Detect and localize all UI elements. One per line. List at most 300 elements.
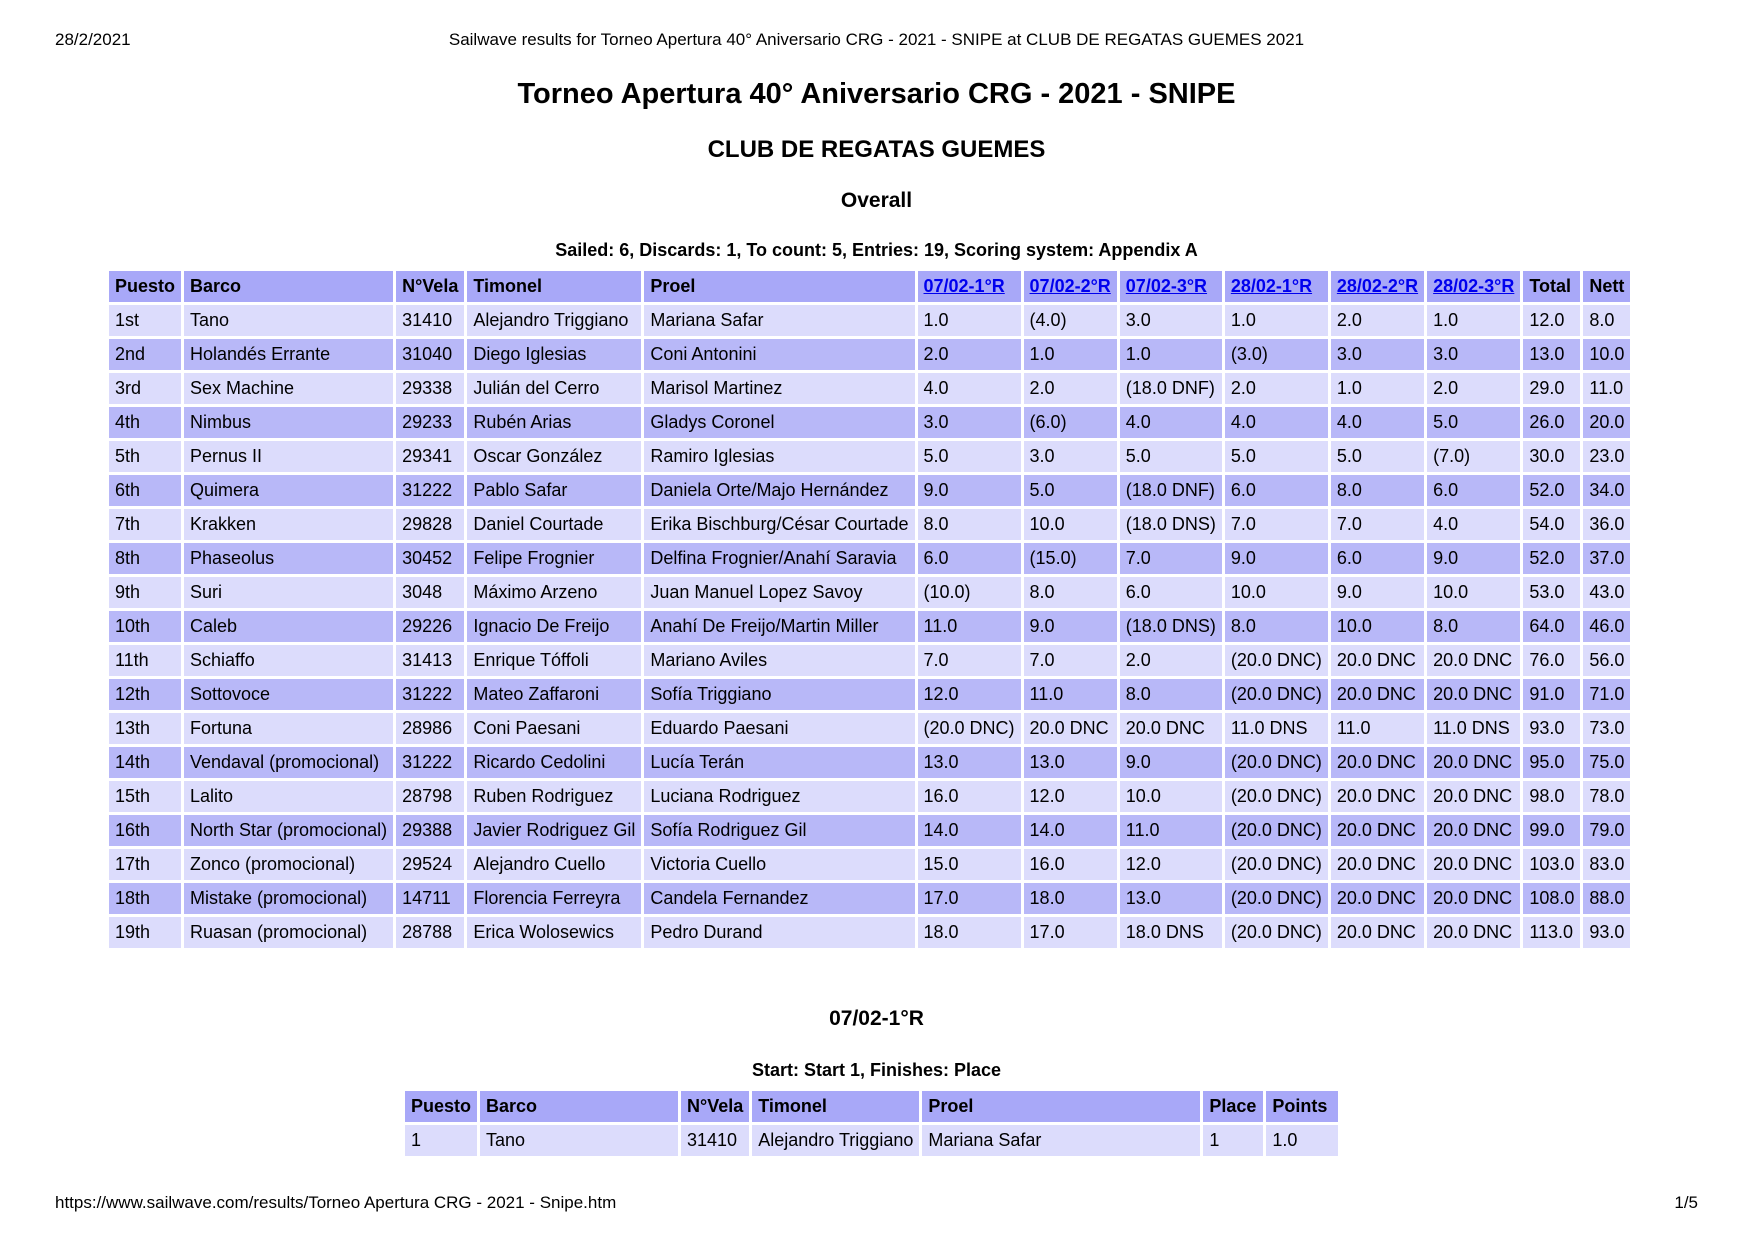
cell-timonel: Ricardo Cedolini [467, 747, 641, 778]
cell-barco: Nimbus [184, 407, 393, 438]
cell-07-02-1-r: 11.0 [918, 611, 1021, 642]
cell-timonel: Felipe Frognier [467, 543, 641, 574]
race-link-28-02-1-r[interactable]: 28/02-1°R [1230, 276, 1313, 296]
cell-proel: Coni Antonini [644, 339, 914, 370]
table-row [109, 441, 1630, 472]
cell-07-02-1-r: 14.0 [918, 815, 1021, 846]
table-row [109, 849, 1630, 880]
cell-nett: 75.0 [1583, 747, 1630, 778]
race-link-07-02-3-r[interactable]: 07/02-3°R [1125, 276, 1208, 296]
cell-barco: Phaseolus [184, 543, 393, 574]
column-header-nett: Nett [1583, 271, 1630, 302]
cell-28-02-2-r: 8.0 [1331, 475, 1424, 506]
cell-total: 53.0 [1523, 577, 1580, 608]
cell-nett: 46.0 [1583, 611, 1630, 642]
print-header [55, 30, 1698, 52]
cell-28-02-3-r: 20.0 DNC [1427, 883, 1520, 914]
cell-07-02-3-r: (18.0 DNS) [1120, 509, 1222, 540]
cell-total: 76.0 [1523, 645, 1580, 676]
cell-28-02-1-r: 6.0 [1225, 475, 1328, 506]
cell-puesto: 5th [109, 441, 181, 472]
cell-timonel: Oscar González [467, 441, 641, 472]
column-header-place: Place [1203, 1091, 1263, 1122]
cell-total: 108.0 [1523, 883, 1580, 914]
cell-timonel: Javier Rodriguez Gil [467, 815, 641, 846]
cell-puesto: 14th [109, 747, 181, 778]
cell-puesto: 11th [109, 645, 181, 676]
cell-07-02-3-r: 11.0 [1120, 815, 1222, 846]
cell-07-02-2-r: 2.0 [1024, 373, 1117, 404]
table-row [109, 509, 1630, 540]
table-row [109, 883, 1630, 914]
cell-proel: Victoria Cuello [644, 849, 914, 880]
cell-07-02-3-r: 7.0 [1120, 543, 1222, 574]
column-header-timonel: Timonel [752, 1091, 919, 1122]
cell-proel: Anahí De Freijo/Martin Miller [644, 611, 914, 642]
cell-nett: 10.0 [1583, 339, 1630, 370]
column-header-puesto: Puesto [405, 1091, 477, 1122]
cell-07-02-2-r: 11.0 [1024, 679, 1117, 710]
table-row [109, 305, 1630, 336]
column-header-barco: Barco [184, 271, 393, 302]
cell-28-02-1-r: (3.0) [1225, 339, 1328, 370]
cell-28-02-2-r: 20.0 DNC [1331, 815, 1424, 846]
print-url: https://www.sailwave.com/results/Torneo Apertura CRG - 2021 - Snipe.htm [55, 1193, 617, 1212]
cell-07-02-3-r: 8.0 [1120, 679, 1222, 710]
cell-28-02-1-r: (20.0 DNC) [1225, 747, 1328, 778]
cell-puesto: 6th [109, 475, 181, 506]
cell-07-02-2-r: 8.0 [1024, 577, 1117, 608]
table-row [109, 679, 1630, 710]
column-header-barco: Barco [480, 1091, 678, 1122]
cell-timonel: Erica Wolosewics [467, 917, 641, 948]
cell-28-02-1-r: 5.0 [1225, 441, 1328, 472]
cell-07-02-3-r: 10.0 [1120, 781, 1222, 812]
race1-heading: 07/02-1°R [829, 1007, 924, 1030]
cell-proel: Delfina Frognier/Anahí Saravia [644, 543, 914, 574]
cell-n-vela: 29388 [396, 815, 464, 846]
cell-puesto: 12th [109, 679, 181, 710]
cell-28-02-1-r: 9.0 [1225, 543, 1328, 574]
cell-07-02-3-r: 4.0 [1120, 407, 1222, 438]
column-header-total: Total [1523, 271, 1580, 302]
column-header-proel: Proel [922, 1091, 1200, 1122]
cell-nett: 20.0 [1583, 407, 1630, 438]
column-header-n-vela: N°Vela [396, 271, 464, 302]
cell-n-vela: 29226 [396, 611, 464, 642]
cell-proel: Marisol Martinez [644, 373, 914, 404]
cell-28-02-2-r: 10.0 [1331, 611, 1424, 642]
cell-proel: Candela Fernandez [644, 883, 914, 914]
event-title: Torneo Apertura 40° Aniversario CRG - 2021 - SNIPE [517, 78, 1236, 110]
cell-barco: Suri [184, 577, 393, 608]
cell-07-02-2-r: (15.0) [1024, 543, 1117, 574]
cell-07-02-3-r: 20.0 DNC [1120, 713, 1222, 744]
column-header-07-02-1-r [918, 271, 1021, 302]
cell-28-02-3-r: 9.0 [1427, 543, 1520, 574]
cell-28-02-2-r: 9.0 [1331, 577, 1424, 608]
cell-n-vela: 31413 [396, 645, 464, 676]
cell-total: 12.0 [1523, 305, 1580, 336]
table-row [109, 339, 1630, 370]
column-header-puesto: Puesto [109, 271, 181, 302]
cell-07-02-2-r: 9.0 [1024, 611, 1117, 642]
cell-nett: 23.0 [1583, 441, 1630, 472]
cell-puesto: 1st [109, 305, 181, 336]
print-date: 28/2/2021 [55, 30, 131, 49]
cell-28-02-2-r: 6.0 [1331, 543, 1424, 574]
cell-timonel: Enrique Tóffoli [467, 645, 641, 676]
cell-28-02-3-r: 20.0 DNC [1427, 815, 1520, 846]
cell-28-02-3-r: 20.0 DNC [1427, 849, 1520, 880]
cell-07-02-1-r: 1.0 [918, 305, 1021, 336]
cell-timonel: Coni Paesani [467, 713, 641, 744]
cell-28-02-1-r: (20.0 DNC) [1225, 679, 1328, 710]
cell-total: 98.0 [1523, 781, 1580, 812]
cell-28-02-2-r: 3.0 [1331, 339, 1424, 370]
cell-28-02-2-r: 20.0 DNC [1331, 679, 1424, 710]
cell-07-02-1-r: (20.0 DNC) [918, 713, 1021, 744]
cell-proel: Sofía Triggiano [644, 679, 914, 710]
cell-28-02-2-r: 20.0 DNC [1331, 917, 1424, 948]
cell-proel: Pedro Durand [644, 917, 914, 948]
cell-28-02-1-r: 1.0 [1225, 305, 1328, 336]
overall-summary: Sailed: 6, Discards: 1, To count: 5, Entries: 19, Scoring system: Appendix A [555, 240, 1198, 260]
cell-total: 99.0 [1523, 815, 1580, 846]
cell-barco: North Star (promocional) [184, 815, 393, 846]
cell-puesto: 17th [109, 849, 181, 880]
cell-07-02-3-r: (18.0 DNF) [1120, 373, 1222, 404]
cell-puesto: 7th [109, 509, 181, 540]
race-link-07-02-1-r[interactable]: 07/02-1°R [923, 276, 1005, 296]
cell-barco: Caleb [184, 611, 393, 642]
cell-nett: 88.0 [1583, 883, 1630, 914]
cell-28-02-3-r: 10.0 [1427, 577, 1520, 608]
cell-28-02-2-r: 11.0 [1331, 713, 1424, 744]
print-footer [55, 1193, 1698, 1215]
cell-07-02-1-r: 15.0 [918, 849, 1021, 880]
column-header-timonel: Timonel [467, 271, 641, 302]
column-header-07-02-2-r [1024, 271, 1117, 302]
cell-n-vela: 30452 [396, 543, 464, 574]
cell-n-vela: 28788 [396, 917, 464, 948]
cell-28-02-1-r: (20.0 DNC) [1225, 917, 1328, 948]
cell-07-02-3-r: 18.0 DNS [1120, 917, 1222, 948]
cell-nett: 56.0 [1583, 645, 1630, 676]
cell-n-vela: 29338 [396, 373, 464, 404]
race1-summary: Start: Start 1, Finishes: Place [751, 1060, 1002, 1080]
cell-07-02-3-r: 12.0 [1120, 849, 1222, 880]
column-header-07-02-3-r [1120, 271, 1222, 302]
cell-nett: 93.0 [1583, 917, 1630, 948]
overall-header-row [109, 271, 1630, 302]
cell-barco: Tano [480, 1125, 678, 1156]
print-doc-title: Sailwave results for Torneo Apertura 40° Aniversario CRG - 2021 - SNIPE at CLUB DE REGATAS GUEMES 2021 [448, 30, 1305, 49]
cell-n-vela: 31410 [396, 305, 464, 336]
cell-puesto: 15th [109, 781, 181, 812]
cell-28-02-3-r: (7.0) [1427, 441, 1520, 472]
race1-results-table [402, 1088, 1341, 1159]
cell-07-02-3-r: 1.0 [1120, 339, 1222, 370]
cell-timonel: Máximo Arzeno [467, 577, 641, 608]
cell-28-02-2-r: 5.0 [1331, 441, 1424, 472]
table-row [109, 781, 1630, 812]
cell-07-02-2-r: 3.0 [1024, 441, 1117, 472]
cell-07-02-3-r: 9.0 [1120, 747, 1222, 778]
cell-timonel: Pablo Safar [467, 475, 641, 506]
cell-barco: Lalito [184, 781, 393, 812]
cell-proel: Mariana Safar [922, 1125, 1200, 1156]
cell-timonel: Julián del Cerro [467, 373, 641, 404]
cell-07-02-3-r: 5.0 [1120, 441, 1222, 472]
cell-28-02-1-r: 2.0 [1225, 373, 1328, 404]
cell-timonel: Diego Iglesias [467, 339, 641, 370]
cell-barco: Quimera [184, 475, 393, 506]
cell-puesto: 8th [109, 543, 181, 574]
cell-puesto: 13th [109, 713, 181, 744]
venue-title: CLUB DE REGATAS GUEMES [707, 136, 1046, 163]
cell-07-02-3-r: 2.0 [1120, 645, 1222, 676]
cell-n-vela: 3048 [396, 577, 464, 608]
cell-28-02-1-r: 11.0 DNS [1225, 713, 1328, 744]
cell-barco: Schiaffo [184, 645, 393, 676]
cell-barco: Pernus II [184, 441, 393, 472]
cell-n-vela: 14711 [396, 883, 464, 914]
cell-timonel: Ruben Rodriguez [467, 781, 641, 812]
cell-28-02-2-r: 7.0 [1331, 509, 1424, 540]
cell-28-02-2-r: 4.0 [1331, 407, 1424, 438]
cell-28-02-2-r: 20.0 DNC [1331, 645, 1424, 676]
cell-nett: 71.0 [1583, 679, 1630, 710]
cell-07-02-2-r: 18.0 [1024, 883, 1117, 914]
cell-puesto: 19th [109, 917, 181, 948]
cell-timonel: Alejandro Triggiano [752, 1125, 919, 1156]
cell-28-02-3-r: 6.0 [1427, 475, 1520, 506]
cell-nett: 79.0 [1583, 815, 1630, 846]
cell-07-02-1-r: 18.0 [918, 917, 1021, 948]
cell-07-02-1-r: 9.0 [918, 475, 1021, 506]
cell-07-02-1-r: 2.0 [918, 339, 1021, 370]
cell-proel: Mariano Aviles [644, 645, 914, 676]
cell-proel: Mariana Safar [644, 305, 914, 336]
cell-28-02-2-r: 20.0 DNC [1331, 883, 1424, 914]
table-row [109, 815, 1630, 846]
cell-07-02-1-r: 16.0 [918, 781, 1021, 812]
table-row [109, 475, 1630, 506]
cell-nett: 8.0 [1583, 305, 1630, 336]
cell-07-02-3-r: 3.0 [1120, 305, 1222, 336]
cell-28-02-3-r: 11.0 DNS [1427, 713, 1520, 744]
table-row [109, 917, 1630, 948]
race-link-28-02-3-r[interactable]: 28/02-3°R [1433, 276, 1515, 296]
cell-28-02-1-r: 7.0 [1225, 509, 1328, 540]
cell-timonel: Florencia Ferreyra [467, 883, 641, 914]
cell-total: 95.0 [1523, 747, 1580, 778]
cell-total: 64.0 [1523, 611, 1580, 642]
cell-07-02-1-r: 3.0 [918, 407, 1021, 438]
cell-proel: Daniela Orte/Majo Hernández [644, 475, 914, 506]
cell-total: 113.0 [1523, 917, 1580, 948]
cell-07-02-2-r: (4.0) [1024, 305, 1117, 336]
cell-07-02-1-r: 7.0 [918, 645, 1021, 676]
cell-barco: Ruasan (promocional) [184, 917, 393, 948]
cell-barco: Vendaval (promocional) [184, 747, 393, 778]
table-row [109, 611, 1630, 642]
column-header-28-02-2-r [1331, 271, 1424, 302]
cell-nett: 73.0 [1583, 713, 1630, 744]
cell-07-02-1-r: 4.0 [918, 373, 1021, 404]
column-header-n-vela: N°Vela [681, 1091, 749, 1122]
cell-28-02-1-r: 4.0 [1225, 407, 1328, 438]
cell-n-vela: 31222 [396, 747, 464, 778]
table-row [109, 407, 1630, 438]
cell-barco: Zonco (promocional) [184, 849, 393, 880]
cell-puesto: 4th [109, 407, 181, 438]
cell-28-02-2-r: 1.0 [1331, 373, 1424, 404]
cell-28-02-1-r: (20.0 DNC) [1225, 645, 1328, 676]
cell-puesto: 1 [405, 1125, 477, 1156]
cell-nett: 83.0 [1583, 849, 1630, 880]
cell-28-02-3-r: 3.0 [1427, 339, 1520, 370]
cell-07-02-3-r: 13.0 [1120, 883, 1222, 914]
cell-puesto: 9th [109, 577, 181, 608]
cell-28-02-2-r: 20.0 DNC [1331, 747, 1424, 778]
cell-07-02-2-r: 16.0 [1024, 849, 1117, 880]
cell-28-02-3-r: 4.0 [1427, 509, 1520, 540]
race1-table-body [405, 1125, 1338, 1156]
cell-28-02-3-r: 20.0 DNC [1427, 747, 1520, 778]
cell-barco: Sottovoce [184, 679, 393, 710]
cell-nett: 34.0 [1583, 475, 1630, 506]
cell-28-02-3-r: 8.0 [1427, 611, 1520, 642]
cell-proel: Luciana Rodriguez [644, 781, 914, 812]
cell-28-02-2-r: 20.0 DNC [1331, 849, 1424, 880]
cell-28-02-3-r: 20.0 DNC [1427, 781, 1520, 812]
cell-total: 93.0 [1523, 713, 1580, 744]
race-link-28-02-2-r[interactable]: 28/02-2°R [1336, 276, 1419, 296]
cell-barco: Holandés Errante [184, 339, 393, 370]
cell-28-02-1-r: (20.0 DNC) [1225, 883, 1328, 914]
table-row [109, 543, 1630, 574]
cell-n-vela: 31222 [396, 679, 464, 710]
cell-n-vela: 31222 [396, 475, 464, 506]
race-link-07-02-2-r[interactable]: 07/02-2°R [1029, 276, 1111, 296]
cell-total: 52.0 [1523, 543, 1580, 574]
cell-nett: 11.0 [1583, 373, 1630, 404]
cell-28-02-1-r: (20.0 DNC) [1225, 849, 1328, 880]
table-row [109, 577, 1630, 608]
cell-timonel: Mateo Zaffaroni [467, 679, 641, 710]
cell-28-02-1-r: (20.0 DNC) [1225, 781, 1328, 812]
cell-puesto: 3rd [109, 373, 181, 404]
cell-n-vela: 28986 [396, 713, 464, 744]
cell-total: 103.0 [1523, 849, 1580, 880]
cell-barco: Fortuna [184, 713, 393, 744]
cell-n-vela: 29828 [396, 509, 464, 540]
cell-28-02-3-r: 1.0 [1427, 305, 1520, 336]
cell-28-02-1-r: 8.0 [1225, 611, 1328, 642]
cell-28-02-3-r: 2.0 [1427, 373, 1520, 404]
cell-place: 1 [1203, 1125, 1263, 1156]
cell-total: 30.0 [1523, 441, 1580, 472]
cell-puesto: 2nd [109, 339, 181, 370]
page-number: 1/5 [1674, 1193, 1698, 1212]
cell-n-vela: 31040 [396, 339, 464, 370]
table-row [109, 747, 1630, 778]
cell-07-02-3-r: (18.0 DNS) [1120, 611, 1222, 642]
cell-puesto: 18th [109, 883, 181, 914]
cell-proel: Gladys Coronel [644, 407, 914, 438]
cell-timonel: Ignacio De Freijo [467, 611, 641, 642]
cell-total: 29.0 [1523, 373, 1580, 404]
cell-total: 13.0 [1523, 339, 1580, 370]
cell-points: 1.0 [1266, 1125, 1338, 1156]
overall-results-table [106, 268, 1633, 951]
overall-table-body [109, 305, 1630, 948]
cell-28-02-3-r: 20.0 DNC [1427, 645, 1520, 676]
column-header-proel: Proel [644, 271, 914, 302]
cell-07-02-2-r: 14.0 [1024, 815, 1117, 846]
column-header-28-02-1-r [1225, 271, 1328, 302]
cell-n-vela: 29233 [396, 407, 464, 438]
table-row [405, 1125, 1338, 1156]
column-header-points: Points [1266, 1091, 1338, 1122]
cell-nett: 78.0 [1583, 781, 1630, 812]
cell-07-02-2-r: 1.0 [1024, 339, 1117, 370]
cell-07-02-2-r: 10.0 [1024, 509, 1117, 540]
cell-07-02-2-r: 7.0 [1024, 645, 1117, 676]
cell-07-02-2-r: (6.0) [1024, 407, 1117, 438]
cell-total: 26.0 [1523, 407, 1580, 438]
cell-proel: Eduardo Paesani [644, 713, 914, 744]
cell-nett: 43.0 [1583, 577, 1630, 608]
cell-n-vela: 29341 [396, 441, 464, 472]
cell-proel: Sofía Rodriguez Gil [644, 815, 914, 846]
table-row [109, 645, 1630, 676]
cell-n-vela: 29524 [396, 849, 464, 880]
cell-n-vela: 28798 [396, 781, 464, 812]
cell-total: 52.0 [1523, 475, 1580, 506]
cell-28-02-1-r: (20.0 DNC) [1225, 815, 1328, 846]
cell-07-02-1-r: 12.0 [918, 679, 1021, 710]
cell-barco: Mistake (promocional) [184, 883, 393, 914]
cell-28-02-3-r: 20.0 DNC [1427, 679, 1520, 710]
table-row [109, 713, 1630, 744]
cell-barco: Krakken [184, 509, 393, 540]
column-header-28-02-3-r [1427, 271, 1520, 302]
cell-barco: Tano [184, 305, 393, 336]
cell-07-02-1-r: 5.0 [918, 441, 1021, 472]
cell-total: 54.0 [1523, 509, 1580, 540]
cell-07-02-2-r: 5.0 [1024, 475, 1117, 506]
cell-proel: Juan Manuel Lopez Savoy [644, 577, 914, 608]
cell-nett: 36.0 [1583, 509, 1630, 540]
cell-n-vela: 31410 [681, 1125, 749, 1156]
cell-28-02-3-r: 20.0 DNC [1427, 917, 1520, 948]
cell-07-02-3-r: 6.0 [1120, 577, 1222, 608]
cell-proel: Erika Bischburg/César Courtade [644, 509, 914, 540]
cell-07-02-2-r: 20.0 DNC [1024, 713, 1117, 744]
cell-28-02-1-r: 10.0 [1225, 577, 1328, 608]
cell-timonel: Alejandro Triggiano [467, 305, 641, 336]
cell-07-02-2-r: 17.0 [1024, 917, 1117, 948]
cell-07-02-2-r: 12.0 [1024, 781, 1117, 812]
cell-07-02-1-r: 17.0 [918, 883, 1021, 914]
overall-heading: Overall [840, 189, 913, 212]
cell-proel: Ramiro Iglesias [644, 441, 914, 472]
cell-puesto: 10th [109, 611, 181, 642]
cell-timonel: Alejandro Cuello [467, 849, 641, 880]
